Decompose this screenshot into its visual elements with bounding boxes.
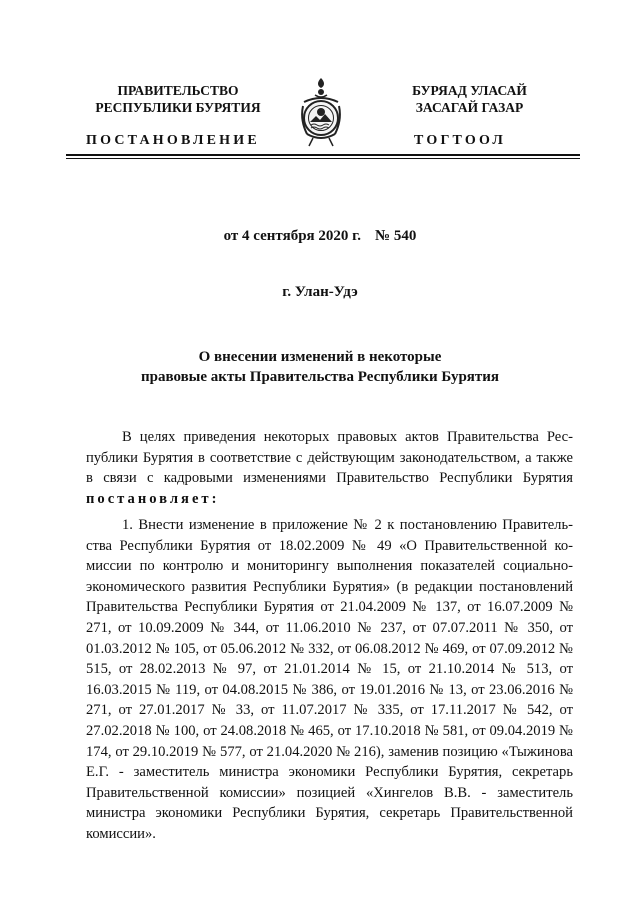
header-divider-thick: [66, 154, 580, 156]
item-1-paragraph: [86, 515, 573, 845]
header-right-line1: БУРЯАД УЛАСАЙ: [412, 83, 527, 98]
item-1-text: 1. Внести изменение в приложение № 2 к постановлению Правительства Республики Бурятия от 18.02.2009 № 49 «О Правительственной комиссии по контролю и мониторингу выполнения показателей социально-экономического развития Республики Бурятия» (в редакции постановлений Правительства Республики Бурятия от 21.04.2009 № 137, от 16.07.2009 № 271, от 10.09.2009 № 344, от 11.06.2010 № 237, от 07.07.2011 № 350, от 01.03.2012 № 105, от 05.06.2012 № 332, от 06.08.2012 № 469, от 07.09.2012 № 515, от 28.02.2013 № 97, от 21.01.2014 № 15, от 21.10.2014 № 513, от 16.03.2015 № 119, от 04.08.2015 № 386, от 19.01.2016 № 13, от 23.06.2016 № 271, от 27.01.2017 № 33, от 11.07.2017 № 335, от 17.11.2017 № 542, от 27.02.2018 № 100, от 24.08.2018 № 465, от 17.10.2018 № 581, от 09.04.2019 № 174, от 29.10.2019 № 577, от 21.04.2020 № 216), заменив позицию «Тыжинова Е.Г. - заместитель министра экономики Республики Бурятия, секретарь Правительственной комиссии» позицией «Хингелов В.В. - заместитель министра экономики Республики Бурятия, секретарь Правительственной комиссии».: [86, 517, 573, 842]
title-line2: правовые акты Правительства Республики Бурятия: [140, 369, 500, 385]
header-left-line2: РЕСПУБЛИКИ БУРЯТИЯ: [95, 100, 261, 115]
document-date: от 4 сентября 2020 г.: [223, 228, 362, 244]
header-government-ru: [78, 82, 278, 116]
title-line1: О внесении изменений в некоторые: [198, 349, 442, 365]
document-title: [0, 347, 640, 387]
buryatia-coat-of-arms-icon: [295, 76, 347, 148]
preamble-paragraph: [86, 427, 573, 509]
header-left-line1: ПРАВИТЕЛЬСТВО: [117, 83, 239, 98]
doc-type-bua: ТОГТООЛ: [414, 133, 507, 148]
doc-type-ru: ПОСТАНОВЛЕНИЕ: [86, 133, 260, 148]
header-divider-thin: [66, 158, 580, 159]
header-government-bua: [372, 82, 567, 116]
decree-word: постановляет:: [86, 490, 220, 507]
date-number-line: [0, 228, 640, 245]
document-city: г. Улан-Удэ: [282, 284, 358, 300]
document-number: № 540: [375, 228, 417, 244]
preamble-text: В целях приведения некоторых правовых актов Правительства Республики Бурятия в соответствие с действующим законодательством, а также в связи с кадровыми изменениями Правительство Республики Бурятия: [86, 429, 573, 487]
header-right-line2: ЗАСАГАЙ ГАЗАР: [415, 100, 524, 115]
